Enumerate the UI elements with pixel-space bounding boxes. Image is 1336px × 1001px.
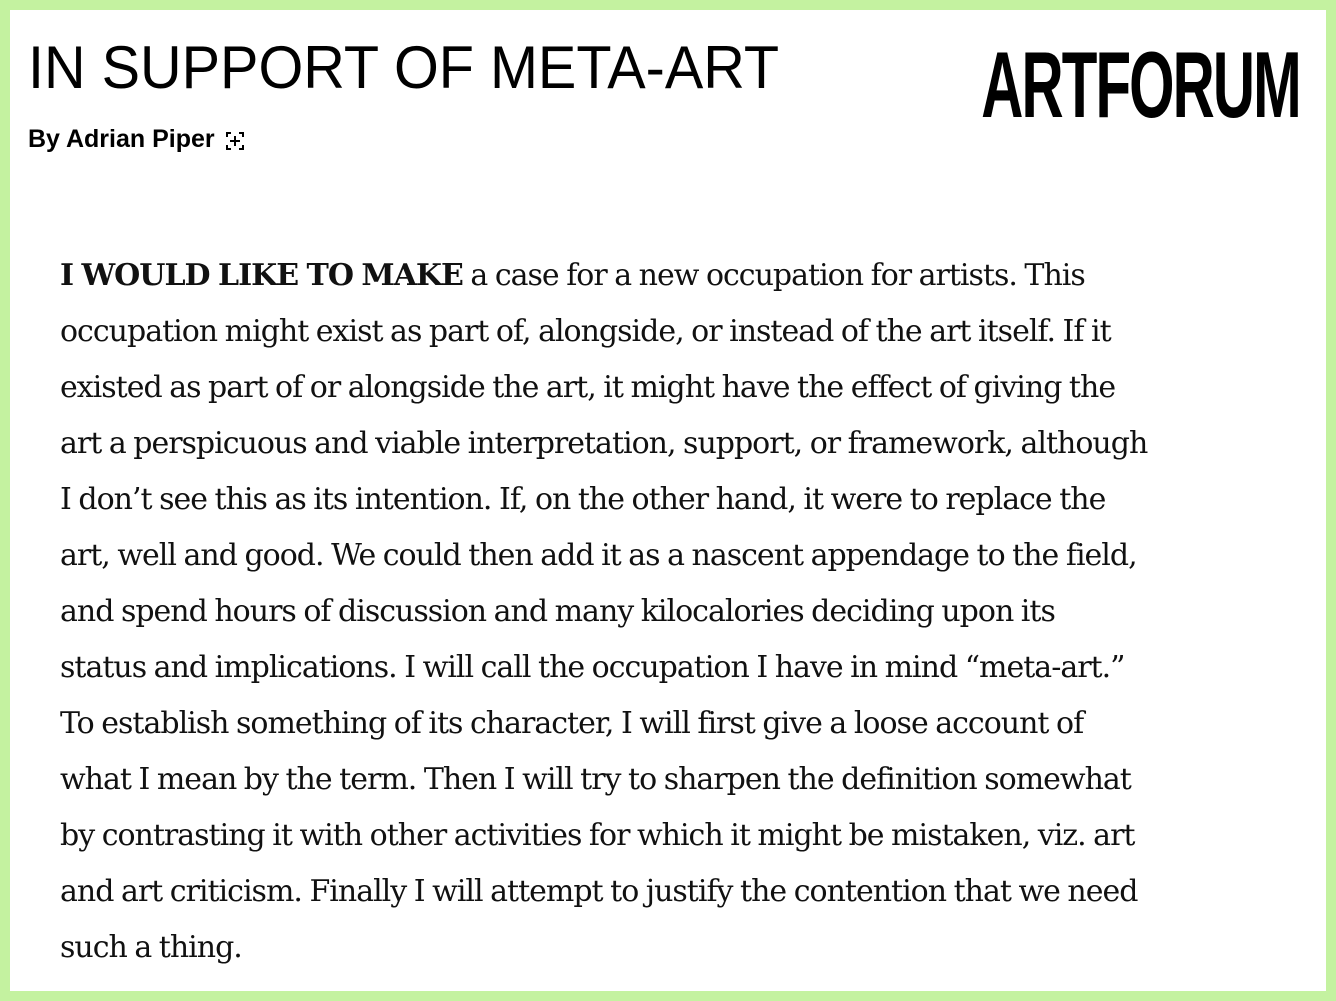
body-line: To establish something of its character, I will first give a loose account of [60, 706, 1084, 741]
article-body [60, 248, 1296, 976]
byline [28, 124, 245, 154]
body-line: and spend hours of discussion and many kilocalories deciding upon its [60, 594, 1055, 629]
body-line: occupation might exist as part of, alongside, or instead of the art itself. If it [60, 314, 1111, 349]
body-line: status and implications. I will call the occupation I have in mind “meta-art.” [60, 650, 1125, 685]
body-line: art, well and good. We could then add it as a nascent appendage to the field, [60, 538, 1137, 573]
body-line-1 [60, 248, 1296, 304]
body-line: and art criticism. Finally I will attempt to justify the contention that we need [60, 874, 1138, 909]
lede: I WOULD LIKE TO MAKE [60, 258, 463, 293]
expand-icon[interactable] [225, 128, 245, 148]
body-line: art a perspicuous and viable interpretation, support, or framework, although [60, 426, 1148, 461]
body-line: I don’t see this as its intention. If, on the other hand, it were to replace the [60, 482, 1106, 517]
article-title: IN SUPPORT OF META-ART [28, 34, 780, 101]
body-line: by contrasting it with other activities for which it might be mistaken, viz. art [60, 818, 1135, 853]
body-line: such a thing. [60, 930, 242, 965]
first-line-rest: a case for a new occupation for artists. This [462, 258, 1085, 293]
author-link[interactable]: By Adrian Piper [28, 125, 215, 153]
body-line: what I mean by the term. Then I will try to sharpen the definition somewhat [60, 762, 1131, 797]
body-line: existed as part of or alongside the art, it might have the effect of giving the [60, 370, 1116, 405]
artforum-logo[interactable]: ARTFORUM [981, 32, 1300, 137]
